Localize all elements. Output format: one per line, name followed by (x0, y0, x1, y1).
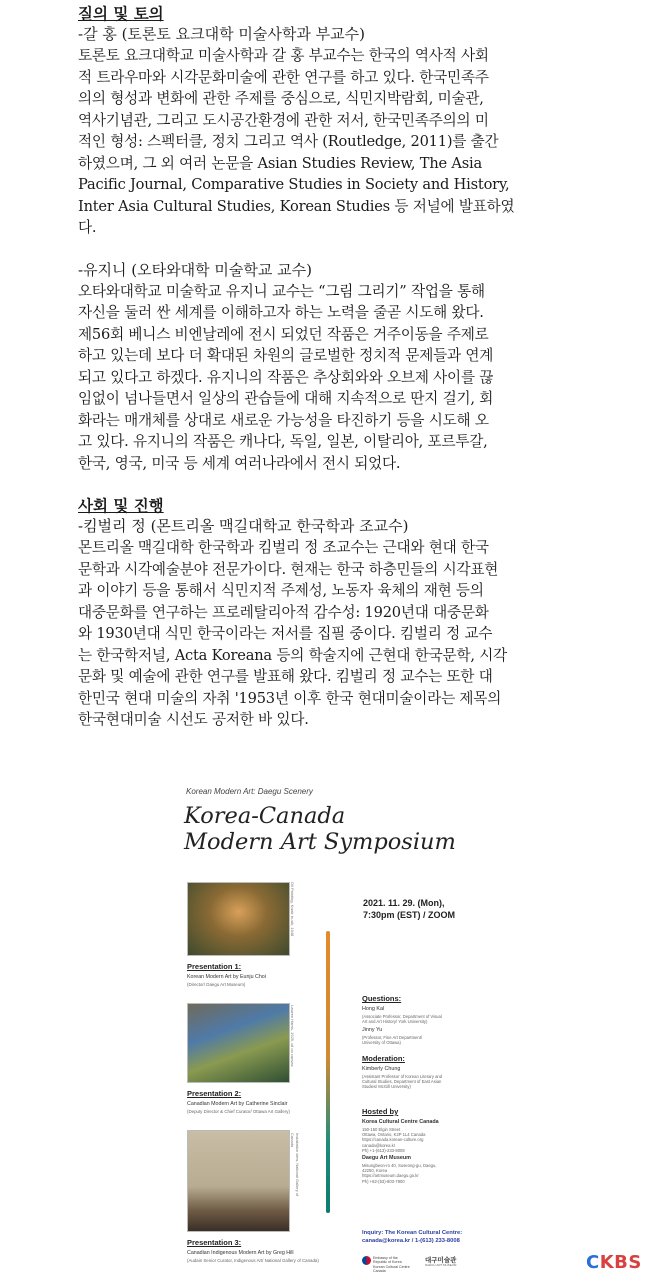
presentation-3-heading: Presentation 3: (187, 1238, 242, 1247)
painting-image-2 (187, 1003, 290, 1083)
inquiry-line: Inquiry: The Korean Cultural Centre: (362, 1230, 463, 1236)
poster-title-line: Modern Art Symposium (184, 829, 456, 855)
article (78, 3, 578, 731)
spacer (78, 474, 578, 495)
bio-line: 하고 있는데 보다 더 확대된 차원의 글로벌한 정치적 문제들과 연계 (78, 347, 494, 364)
bio-line: 한국현대미술 시선도 공저한 바 있다. (78, 711, 309, 728)
bio-line: 하였으며, 그 외 여러 논문을 Asian Studies Review, The Asia (78, 154, 482, 172)
taegeuk-emblem-icon (362, 1256, 371, 1265)
painting-credit-3: Installation view, National Gallery of Canada (290, 1133, 300, 1197)
painting-credit-2: Lawren Harris, 1929, oil on canvas (290, 1005, 295, 1067)
host-org-1: Korea Cultural Centre Canada (362, 1119, 439, 1125)
bio-line: 화라는 매개체를 상대로 새로운 가능성을 타진하기 등을 시도해 오 (78, 411, 489, 429)
bio-line: 대중문화를 연구하는 프로레탈리아적 감수성: 1920년대 대중문화 (78, 603, 489, 621)
bio-jinny-yu (78, 281, 578, 475)
bio-line: 한국, 영국, 미국 등 세계 여러나라에서 전시 되었다. (78, 454, 401, 472)
presentation-3-sub: (Audain Senior Curator, Indigenous Art/ National Gallery of Canada) (187, 1258, 319, 1263)
bio-line: 문학과 시각예술분야 전문가이다. 현재는 한국 하층민들의 시각표현 (78, 560, 499, 578)
bio-line: 와 1930년대 식민 한국이라는 저서를 집필 중이다. 킴벌리 정 교수 (78, 625, 493, 642)
presentation-1-heading: Presentation 1: (187, 962, 242, 971)
bio-line: 과 이야기 등을 통해서 식민지적 주제성, 노동자 육체의 재현 등의 (78, 582, 484, 599)
person-name-jinny-yu: -유지니 (오타와대학 미술학교 교수) (78, 260, 312, 279)
bio-line: 는 한국학저널, Acta Koreana 등의 학술지에 근현대 한국문학, 시각 (78, 646, 508, 664)
inquiry (362, 1229, 462, 1245)
questions-heading: Questions: (362, 994, 402, 1003)
poster-date-line: 2021. 11. 29. (Mon), (363, 898, 445, 908)
questions-desc-1: (Associate Professor, Department of Visual Art and Art History/ York University) (362, 1014, 442, 1025)
bio-line: 적인 형성: 스펙터클, 정치 그리고 역사 (Routledge, 2011)를 출간 (78, 133, 499, 150)
section-heading-discussion: 질의 및 토의 (78, 4, 164, 23)
host-org-1-desc: 150-150 Elgin Street Ottawa, Ontario, K2P 1L4 Canada https://canada.korean-culture.org canada@korea.kr Ph) +1-(613)-233-8008 (362, 1127, 426, 1153)
presentation-2-heading: Presentation 2: (187, 1089, 242, 1098)
presentation-1-sub: (Director/ Daegu Art Museum) (187, 982, 246, 987)
bio-line: 임없이 넘나들면서 일상의 관습들에 대해 지속적으로 딴지 걸기, 회 (78, 390, 494, 407)
person-name-hong-kal: -갈 홍 (토론토 요크대학 미술사학과 부교수) (78, 25, 365, 43)
moderation-desc: (Assistant Professor of Korean Literary and Cultural Studies, Department of East Asian Studies/ McGill University) (362, 1074, 443, 1090)
bio-line: 자신을 둘러 싼 세계를 이해하고자 하는 노력을 줄곧 시도해 왔다. (78, 304, 484, 321)
footer-org-name: Embassy of the Republic of Korea Korean Cultural Centre Canada (373, 1256, 410, 1274)
daegu-art-museum-logo-sub: DAEGU ART MUSEUM (425, 1263, 457, 1267)
bio-line: Pacific Journal, Comparative Studies in Society and History, (78, 176, 510, 193)
bio-line: 역사기념관, 그리고 도시공간환경에 관한 저서, 한국민족주의의 미 (78, 111, 489, 129)
gradient-divider (326, 931, 330, 1213)
watermark-c: C (586, 1252, 600, 1273)
bio-line: 토론토 요크대학교 미술사학과 갈 홍 부교수는 한국의 역사적 사회 (78, 47, 489, 64)
poster-title-line: Korea-Canada (184, 803, 346, 829)
hosted-heading: Hosted by (362, 1107, 399, 1116)
presentation-2-sub: (Deputy Director & Chief Curator/ Ottawa Art Gallery) (187, 1109, 290, 1114)
questions-desc-2: (Professor, Fine Art Department/ University of Ottawa) (362, 1035, 423, 1046)
host-org-2-desc: Misungbeon-ro 40, Suseong-gu, Daegu, 42250, Korea https://artmuseum.daegu.go.kr Ph) +82-(53)-803-7900 (362, 1163, 437, 1184)
presentation-2-title: Canadian Modern Art by Catherine Sinclair (187, 1101, 288, 1107)
bio-line: Inter Asia Cultural Studies, Korean Studies 등 저널에 발표하였 (78, 197, 515, 215)
questions-name-2: Jinny Yu (362, 1027, 383, 1033)
moderation-name: Kimberly Chung (362, 1066, 401, 1072)
painting-credit-1: Oil Painting, Kwak In-sik, 1948 (290, 882, 295, 937)
presentation-1-title: Korean Modern Art by Eunju Choi (187, 974, 266, 980)
questions-name-1: Hong Kal (362, 1006, 385, 1012)
bio-kimberly-chung (78, 537, 578, 731)
bio-line: 제56회 베니스 비엔날레에 전시 되었던 작품은 거주이동을 주제로 (78, 325, 489, 343)
bio-line: 몬트리올 맥길대학 한국학과 킴벌리 정 조교수는 근대와 현대 한국 (78, 539, 489, 556)
bio-line: 다. (78, 219, 97, 236)
section-heading-moderation: 사회 및 진행 (78, 496, 164, 515)
bio-line: 되고 있다고 하겠다. 유지니의 작품은 추상회와와 오브제 사이를 끊 (78, 368, 494, 386)
daegu-art-museum-logo: 대구미술관 (425, 1257, 457, 1264)
person-name-kimberly-chung: -킴벌리 정 (몬트리올 맥길대학교 한국학과 조교수) (78, 517, 409, 535)
poster-date (363, 897, 455, 921)
bio-line: 한민국 현대 미술의 자취 '1953년 이후 한국 현대미술이라는 제목의 (78, 689, 502, 707)
poster-subtitle: Korean Modern Art: Daegu Scenery (186, 787, 313, 796)
bio-line: 고 있다. 유지니의 작품은 캐나다, 독일, 일본, 이탈리아, 포르투갈, (78, 433, 488, 450)
inquiry-line: canada@korea.kr / 1-(613) 233-8008 (362, 1238, 460, 1244)
bio-line: 문화 및 예술에 관한 연구를 발표해 왔다. 킴벌리 정 교수는 또한 대 (78, 668, 493, 685)
poster-date-line: 7:30pm (EST) / ZOOM (363, 910, 456, 920)
bio-line: 적 트라우마와 시각문화미술에 관한 연구를 하고 있다. 한국민족주 (78, 68, 489, 86)
symposium-poster (182, 783, 464, 1280)
painting-image-1 (187, 882, 290, 956)
spacer (78, 239, 578, 260)
gallery-image-3 (187, 1130, 290, 1232)
bio-line: 의의 형성과 변화에 관한 주제를 중심으로, 식민지박람회, 미술관, (78, 90, 484, 107)
host-org-2: Daegu Art Museum (362, 1155, 411, 1161)
moderation-heading: Moderation: (362, 1054, 405, 1063)
presentation-3-title: Canadian Indigenous Modern Art by Greg Hill (187, 1250, 294, 1256)
watermark-kbs: KBS (599, 1252, 642, 1273)
bio-hong-kal (78, 45, 578, 239)
poster-title (184, 803, 456, 855)
bio-line: 오타와대학교 미술학교 유지니 교수는 “그림 그리기” 작업을 통해 (78, 282, 485, 300)
kbs-watermark (586, 1252, 642, 1273)
